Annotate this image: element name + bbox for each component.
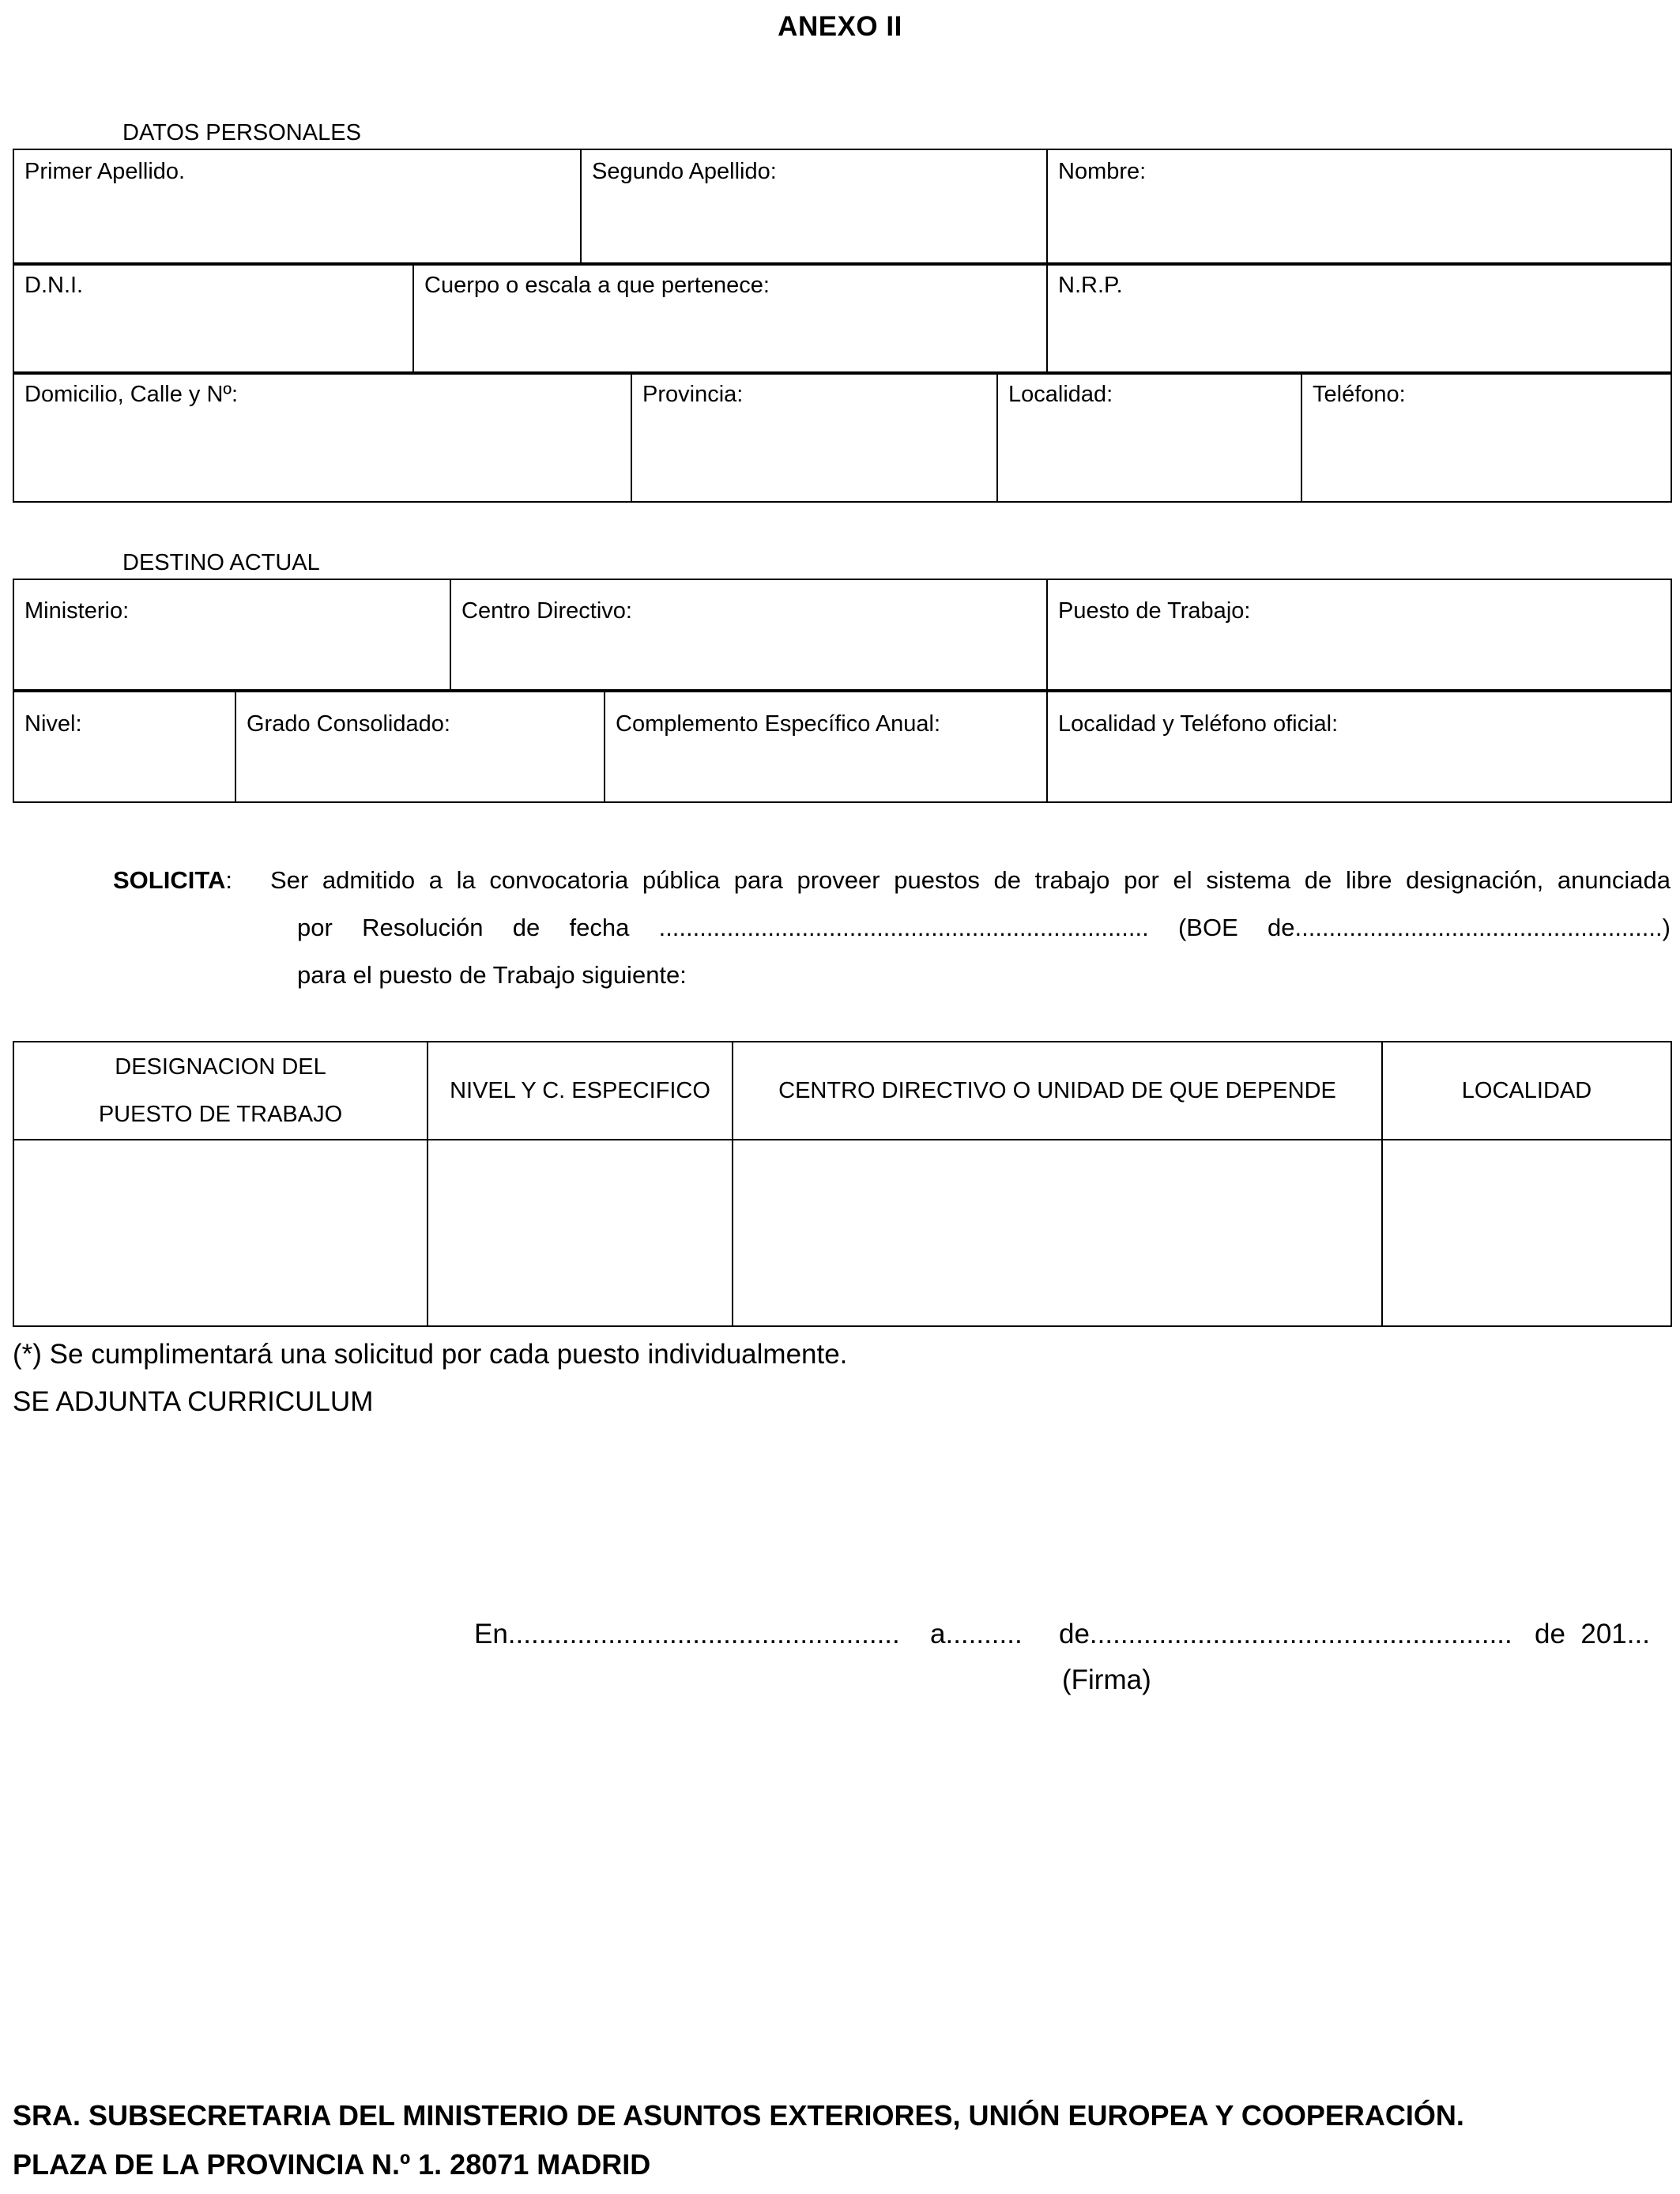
col-header-designacion [13, 1042, 428, 1140]
solicita-word: fecha [569, 914, 630, 941]
field-label: Teléfono: [1313, 382, 1406, 407]
solicita-line3: para el puesto de Trabajo siguiente: [297, 961, 687, 989]
datos-personales-table [13, 149, 1672, 266]
field-localidad-telefono-oficial[interactable] [1047, 690, 1671, 802]
firma-label: (Firma) [1062, 1664, 1151, 1695]
field-label: Provincia: [642, 382, 744, 407]
field-label: Nivel: [24, 711, 82, 737]
note-solicitud: (*) Se cumplimentará una solicitud por cada puesto individualmente. [13, 1339, 848, 1370]
field-label: Puesto de Trabajo: [1058, 598, 1251, 624]
col-header-localidad: LOCALIDAD [1382, 1042, 1671, 1140]
page-title: ANEXO II [778, 11, 902, 42]
field-label: Domicilio, Calle y Nº: [24, 382, 239, 407]
field-primer-apellido[interactable] [13, 149, 581, 265]
field-label: Localidad: [1008, 382, 1113, 407]
field-provincia[interactable] [631, 372, 997, 502]
puesto-table [13, 1041, 1672, 1327]
destino-actual-heading: DESTINO ACTUAL [122, 550, 320, 575]
field-label: Nombre: [1058, 159, 1147, 184]
solicita-word: Resolución [362, 914, 484, 941]
field-puesto-trabajo[interactable] [1047, 579, 1671, 692]
datos-personales-heading: DATOS PERSONALES [122, 120, 361, 145]
field-ministerio[interactable] [13, 579, 450, 692]
boe-label: (BOE [1177, 914, 1238, 941]
header-line: PUESTO DE TRABAJO [98, 1102, 343, 1127]
solicita-block [113, 857, 1671, 999]
fecha-blank[interactable]: ........................................................................ [658, 914, 1149, 941]
field-label: N.R.P. [1058, 273, 1123, 298]
solicita-word: por [297, 914, 333, 941]
field-nombre[interactable] [1047, 149, 1671, 265]
field-label: Grado Consolidado: [247, 711, 450, 737]
field-label: Ministerio: [24, 598, 130, 624]
field-label: Centro Directivo: [461, 598, 632, 624]
solicita-line2 [297, 904, 1671, 952]
firma-en[interactable]: En................................................... [474, 1619, 900, 1649]
solicita-line1 [113, 857, 1671, 904]
solicita-text: Ser admitido a la convocatoria pública para proveer puestos de trabajo por el sistema de libre designación, anunciada [270, 866, 1671, 894]
field-dni[interactable] [13, 263, 413, 374]
cell-localidad[interactable] [1382, 1140, 1671, 1326]
solicita-word: de [512, 914, 541, 941]
footer-addressee: SRA. SUBSECRETARIA DEL MINISTERIO DE ASUNTOS EXTERIORES, UNIÓN EUROPEA Y COOPERACIÓN. [13, 2099, 1464, 2132]
field-domicilio[interactable] [13, 372, 631, 502]
firma-a[interactable]: a.......... [930, 1619, 1023, 1649]
field-label: Localidad y Teléfono oficial: [1058, 711, 1339, 737]
field-complemento-especifico[interactable] [605, 690, 1047, 802]
boe-blank[interactable]: de......................................................) [1268, 914, 1671, 941]
cell-designacion[interactable] [13, 1140, 428, 1326]
datos-personales-row3 [13, 371, 1672, 503]
col-header-nivel: NIVEL Y C. ESPECIFICO [428, 1042, 733, 1140]
header-line: DESIGNACION DEL [115, 1054, 326, 1080]
cell-centro-directivo[interactable] [733, 1140, 1382, 1326]
destino-actual-table [13, 579, 1672, 692]
solicita-label: SOLICITA [113, 866, 226, 894]
field-centro-directivo[interactable] [450, 579, 1047, 692]
field-nivel[interactable] [13, 690, 235, 802]
field-telefono[interactable] [1301, 372, 1671, 502]
field-cuerpo-escala[interactable] [413, 263, 1047, 374]
solicita-colon: : [225, 866, 232, 894]
col-header-centro-directivo: CENTRO DIRECTIVO O UNIDAD DE QUE DEPENDE [733, 1042, 1382, 1140]
footer-address: PLAZA DE LA PROVINCIA N.º 1. 28071 MADRID [13, 2148, 651, 2181]
field-label: Segundo Apellido: [592, 159, 777, 184]
field-nrp[interactable] [1047, 263, 1671, 374]
field-label: D.N.I. [24, 273, 84, 298]
firma-de-mes[interactable]: de....................................................... [1059, 1619, 1512, 1649]
field-localidad[interactable] [997, 372, 1301, 502]
field-grado-consolidado[interactable] [235, 690, 605, 802]
field-segundo-apellido[interactable] [581, 149, 1047, 265]
field-label: Complemento Específico Anual: [616, 711, 941, 737]
datos-personales-row2 [13, 262, 1672, 375]
cell-nivel[interactable] [428, 1140, 733, 1326]
field-label: Cuerpo o escala a que pertenece: [424, 273, 770, 298]
note-curriculum: SE ADJUNTA CURRICULUM [13, 1386, 374, 1417]
field-label: Primer Apellido. [24, 159, 186, 184]
destino-actual-row2 [13, 689, 1672, 803]
firma-de-anio[interactable]: de 201... [1535, 1619, 1650, 1649]
